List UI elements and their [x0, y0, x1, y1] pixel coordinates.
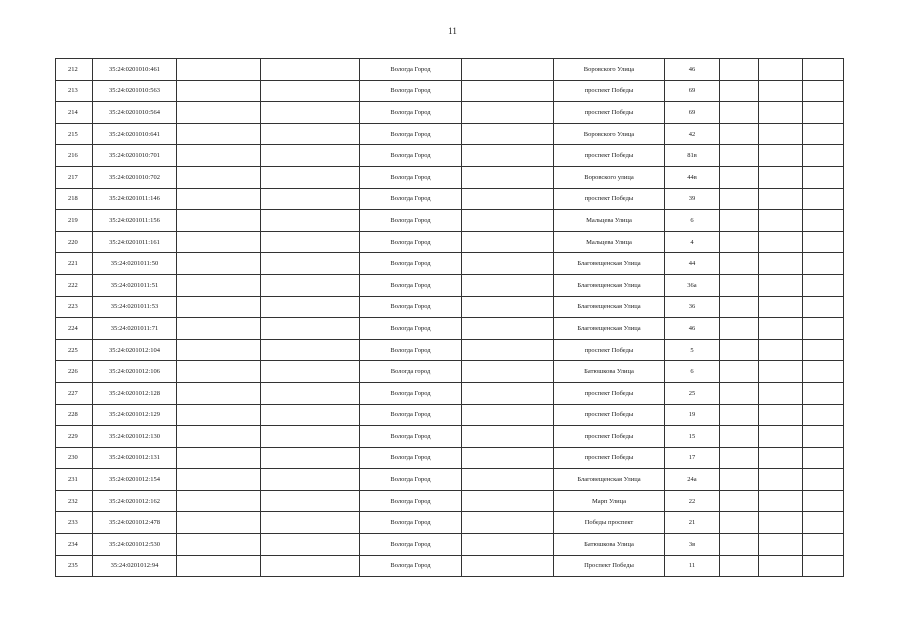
street-cell: Батюшкова Улица [554, 361, 665, 383]
cadastral-number-cell: 35:24:0201011:53 [93, 296, 177, 318]
empty-cell [261, 534, 360, 556]
empty-cell [261, 404, 360, 426]
house-number-cell: 44в [665, 166, 720, 188]
empty-cell [720, 318, 759, 340]
empty-cell [720, 534, 759, 556]
table-row [56, 339, 844, 361]
cadastral-number-cell: 35:24:0201012:131 [93, 447, 177, 469]
table-row [56, 253, 844, 275]
empty-cell [462, 80, 554, 102]
house-number-cell: 15 [665, 426, 720, 448]
house-number-cell: 36 [665, 296, 720, 318]
table-row [56, 188, 844, 210]
cadastral-number-cell: 35:24:0201010:641 [93, 123, 177, 145]
empty-cell [803, 382, 844, 404]
street-cell: Благовещенская Улица [554, 296, 665, 318]
empty-cell [177, 80, 261, 102]
cadastral-number-cell: 35:24:0201010:461 [93, 59, 177, 81]
empty-cell [177, 145, 261, 167]
table-row [56, 102, 844, 124]
street-cell: Батюшкова Улица [554, 534, 665, 556]
house-number-cell: 42 [665, 123, 720, 145]
city-cell: Вологда Город [360, 534, 462, 556]
empty-cell [177, 59, 261, 81]
street-cell: Марп Улица [554, 490, 665, 512]
row-number-cell: 212 [56, 59, 93, 81]
empty-cell [720, 382, 759, 404]
empty-cell [462, 404, 554, 426]
empty-cell [261, 382, 360, 404]
city-cell: Вологда Город [360, 447, 462, 469]
empty-cell [462, 102, 554, 124]
row-number-cell: 233 [56, 512, 93, 534]
row-number-cell: 230 [56, 447, 93, 469]
empty-cell [462, 296, 554, 318]
empty-cell [462, 274, 554, 296]
row-number-cell: 218 [56, 188, 93, 210]
table-row [56, 123, 844, 145]
empty-cell [803, 534, 844, 556]
empty-cell [261, 426, 360, 448]
cadastral-number-cell: 35:24:0201012:94 [93, 555, 177, 577]
city-cell: Вологда Город [360, 210, 462, 232]
empty-cell [803, 145, 844, 167]
row-number-cell: 216 [56, 145, 93, 167]
table-row [56, 210, 844, 232]
street-cell: проспект Победы [554, 382, 665, 404]
row-number-cell: 220 [56, 231, 93, 253]
house-number-cell: 17 [665, 447, 720, 469]
table-row [56, 382, 844, 404]
empty-cell [261, 555, 360, 577]
page-number: 11 [448, 26, 457, 36]
cadastral-number-cell: 35:24:0201011:146 [93, 188, 177, 210]
empty-cell [759, 166, 803, 188]
row-number-cell: 225 [56, 339, 93, 361]
empty-cell [177, 512, 261, 534]
empty-cell [803, 123, 844, 145]
empty-cell [261, 339, 360, 361]
city-cell: Вологда Город [360, 555, 462, 577]
empty-cell [177, 318, 261, 340]
table-row [56, 469, 844, 491]
empty-cell [177, 339, 261, 361]
registry-table [55, 58, 844, 577]
empty-cell [720, 123, 759, 145]
empty-cell [759, 231, 803, 253]
empty-cell [759, 59, 803, 81]
empty-cell [261, 166, 360, 188]
empty-cell [177, 534, 261, 556]
empty-cell [759, 102, 803, 124]
empty-cell [462, 339, 554, 361]
empty-cell [261, 102, 360, 124]
empty-cell [177, 274, 261, 296]
city-cell: Вологда Город [360, 296, 462, 318]
empty-cell [462, 166, 554, 188]
city-cell: Вологда Город [360, 426, 462, 448]
cadastral-number-cell: 35:24:0201011:161 [93, 231, 177, 253]
empty-cell [720, 80, 759, 102]
house-number-cell: 69 [665, 80, 720, 102]
city-cell: Вологда Город [360, 274, 462, 296]
empty-cell [177, 447, 261, 469]
row-number-cell: 221 [56, 253, 93, 275]
cadastral-number-cell: 35:24:0201012:162 [93, 490, 177, 512]
empty-cell [462, 188, 554, 210]
house-number-cell: 3в [665, 534, 720, 556]
house-number-cell: 81в [665, 145, 720, 167]
empty-cell [803, 80, 844, 102]
empty-cell [177, 102, 261, 124]
empty-cell [177, 210, 261, 232]
empty-cell [803, 512, 844, 534]
cadastral-number-cell: 35:24:0201012:129 [93, 404, 177, 426]
empty-cell [759, 555, 803, 577]
empty-cell [759, 296, 803, 318]
empty-cell [759, 490, 803, 512]
house-number-cell: 5 [665, 339, 720, 361]
empty-cell [720, 339, 759, 361]
empty-cell [720, 145, 759, 167]
empty-cell [759, 210, 803, 232]
street-cell: Воровского улица [554, 166, 665, 188]
empty-cell [759, 80, 803, 102]
empty-cell [759, 253, 803, 275]
row-number-cell: 215 [56, 123, 93, 145]
empty-cell [759, 123, 803, 145]
row-number-cell: 231 [56, 469, 93, 491]
row-number-cell: 234 [56, 534, 93, 556]
house-number-cell: 21 [665, 512, 720, 534]
empty-cell [803, 102, 844, 124]
empty-cell [720, 102, 759, 124]
table-row [56, 447, 844, 469]
empty-cell [261, 210, 360, 232]
empty-cell [803, 253, 844, 275]
empty-cell [803, 210, 844, 232]
empty-cell [759, 469, 803, 491]
table-row [56, 80, 844, 102]
street-cell: Благовещенская Улица [554, 274, 665, 296]
empty-cell [720, 469, 759, 491]
city-cell: Вологда Город [360, 339, 462, 361]
street-cell: проспект Победы [554, 188, 665, 210]
empty-cell [462, 318, 554, 340]
empty-cell [803, 469, 844, 491]
street-cell: Благовещенская Улица [554, 253, 665, 275]
empty-cell [759, 361, 803, 383]
empty-cell [759, 404, 803, 426]
table-row [56, 231, 844, 253]
city-cell: Вологда Город [360, 123, 462, 145]
empty-cell [261, 188, 360, 210]
table-row [56, 404, 844, 426]
empty-cell [759, 534, 803, 556]
table-row [56, 166, 844, 188]
street-cell: проспект Победы [554, 404, 665, 426]
cadastral-number-cell: 35:24:0201010:564 [93, 102, 177, 124]
empty-cell [177, 490, 261, 512]
city-cell: Вологда Город [360, 253, 462, 275]
row-number-cell: 226 [56, 361, 93, 383]
table-row [56, 512, 844, 534]
empty-cell [720, 274, 759, 296]
row-number-cell: 227 [56, 382, 93, 404]
street-cell: Победы проспект [554, 512, 665, 534]
empty-cell [261, 274, 360, 296]
empty-cell [261, 296, 360, 318]
street-cell: проспект Победы [554, 102, 665, 124]
empty-cell [177, 296, 261, 318]
street-cell: Благовещенская Улица [554, 469, 665, 491]
street-cell: проспект Победы [554, 145, 665, 167]
empty-cell [462, 382, 554, 404]
empty-cell [462, 534, 554, 556]
empty-cell [177, 361, 261, 383]
empty-cell [261, 447, 360, 469]
empty-cell [462, 231, 554, 253]
row-number-cell: 214 [56, 102, 93, 124]
house-number-cell: 22 [665, 490, 720, 512]
empty-cell [803, 188, 844, 210]
house-number-cell: 46 [665, 318, 720, 340]
street-cell: Мальцева Улица [554, 231, 665, 253]
empty-cell [803, 59, 844, 81]
house-number-cell: 6 [665, 361, 720, 383]
house-number-cell: 44 [665, 253, 720, 275]
empty-cell [177, 469, 261, 491]
empty-cell [261, 469, 360, 491]
empty-cell [177, 166, 261, 188]
row-number-cell: 222 [56, 274, 93, 296]
cadastral-number-cell: 35:24:0201012:128 [93, 382, 177, 404]
empty-cell [261, 512, 360, 534]
cadastral-number-cell: 35:24:0201010:701 [93, 145, 177, 167]
empty-cell [261, 490, 360, 512]
empty-cell [261, 318, 360, 340]
empty-cell [759, 512, 803, 534]
house-number-cell: 24а [665, 469, 720, 491]
table-row [56, 534, 844, 556]
empty-cell [759, 426, 803, 448]
empty-cell [177, 555, 261, 577]
empty-cell [177, 426, 261, 448]
empty-cell [803, 490, 844, 512]
registry-table-body [56, 59, 844, 577]
empty-cell [177, 382, 261, 404]
city-cell: Вологда Город [360, 318, 462, 340]
city-cell: Вологда Город [360, 512, 462, 534]
empty-cell [462, 361, 554, 383]
empty-cell [261, 253, 360, 275]
empty-cell [261, 123, 360, 145]
street-cell: проспект Победы [554, 339, 665, 361]
empty-cell [462, 555, 554, 577]
cadastral-number-cell: 35:24:0201012:154 [93, 469, 177, 491]
table-row [56, 296, 844, 318]
empty-cell [720, 490, 759, 512]
empty-cell [261, 80, 360, 102]
city-cell: Вологда Город [360, 231, 462, 253]
empty-cell [462, 59, 554, 81]
table-row [56, 59, 844, 81]
empty-cell [462, 210, 554, 232]
empty-cell [720, 188, 759, 210]
table-row [56, 318, 844, 340]
cadastral-number-cell: 35:24:0201011:156 [93, 210, 177, 232]
empty-cell [720, 59, 759, 81]
empty-cell [720, 210, 759, 232]
empty-cell [803, 361, 844, 383]
cadastral-number-cell: 35:24:0201011:51 [93, 274, 177, 296]
cadastral-number-cell: 35:24:0201010:563 [93, 80, 177, 102]
row-number-cell: 232 [56, 490, 93, 512]
street-cell: Благовещенская Улица [554, 318, 665, 340]
row-number-cell: 235 [56, 555, 93, 577]
row-number-cell: 217 [56, 166, 93, 188]
street-cell: Мальцева Улица [554, 210, 665, 232]
table-row [56, 490, 844, 512]
cadastral-number-cell: 35:24:0201011:50 [93, 253, 177, 275]
empty-cell [261, 361, 360, 383]
cadastral-number-cell: 35:24:0201012:130 [93, 426, 177, 448]
row-number-cell: 223 [56, 296, 93, 318]
city-cell: Вологда Город [360, 166, 462, 188]
empty-cell [803, 166, 844, 188]
cadastral-number-cell: 35:24:0201010:702 [93, 166, 177, 188]
empty-cell [462, 469, 554, 491]
city-cell: Вологда Город [360, 102, 462, 124]
city-cell: Вологда Город [360, 490, 462, 512]
row-number-cell: 213 [56, 80, 93, 102]
house-number-cell: 19 [665, 404, 720, 426]
empty-cell [177, 404, 261, 426]
house-number-cell: 25 [665, 382, 720, 404]
house-number-cell: 11 [665, 555, 720, 577]
cadastral-number-cell: 35:24:0201012:530 [93, 534, 177, 556]
cadastral-number-cell: 35:24:0201012:104 [93, 339, 177, 361]
empty-cell [803, 426, 844, 448]
street-cell: Проспект Победы [554, 555, 665, 577]
city-cell: Вологда Город [360, 80, 462, 102]
street-cell: проспект Победы [554, 80, 665, 102]
table-row [56, 555, 844, 577]
street-cell: проспект Победы [554, 426, 665, 448]
empty-cell [261, 145, 360, 167]
empty-cell [462, 447, 554, 469]
empty-cell [177, 123, 261, 145]
empty-cell [720, 404, 759, 426]
empty-cell [462, 253, 554, 275]
empty-cell [462, 490, 554, 512]
table-row [56, 145, 844, 167]
empty-cell [803, 447, 844, 469]
house-number-cell: 6 [665, 210, 720, 232]
empty-cell [462, 145, 554, 167]
city-cell: Вологда город [360, 361, 462, 383]
city-cell: Вологда Город [360, 469, 462, 491]
empty-cell [759, 318, 803, 340]
row-number-cell: 228 [56, 404, 93, 426]
empty-cell [720, 253, 759, 275]
empty-cell [759, 339, 803, 361]
cadastral-number-cell: 35:24:0201012:106 [93, 361, 177, 383]
empty-cell [803, 296, 844, 318]
empty-cell [759, 145, 803, 167]
empty-cell [720, 447, 759, 469]
empty-cell [720, 296, 759, 318]
empty-cell [759, 382, 803, 404]
empty-cell [803, 339, 844, 361]
empty-cell [759, 447, 803, 469]
city-cell: Вологда Город [360, 188, 462, 210]
empty-cell [177, 253, 261, 275]
house-number-cell: 36а [665, 274, 720, 296]
row-number-cell: 229 [56, 426, 93, 448]
empty-cell [720, 426, 759, 448]
cadastral-number-cell: 35:24:0201011:71 [93, 318, 177, 340]
empty-cell [177, 231, 261, 253]
street-cell: проспект Победы [554, 447, 665, 469]
empty-cell [462, 123, 554, 145]
empty-cell [720, 166, 759, 188]
empty-cell [462, 512, 554, 534]
empty-cell [803, 318, 844, 340]
empty-cell [803, 555, 844, 577]
table-row [56, 274, 844, 296]
city-cell: Вологда Город [360, 404, 462, 426]
cadastral-number-cell: 35:24:0201012:478 [93, 512, 177, 534]
empty-cell [720, 512, 759, 534]
empty-cell [759, 274, 803, 296]
street-cell: Воровского Улица [554, 123, 665, 145]
house-number-cell: 69 [665, 102, 720, 124]
empty-cell [261, 231, 360, 253]
city-cell: Вологда Город [360, 382, 462, 404]
city-cell: Вологда Город [360, 145, 462, 167]
house-number-cell: 39 [665, 188, 720, 210]
empty-cell [720, 555, 759, 577]
empty-cell [803, 274, 844, 296]
empty-cell [177, 188, 261, 210]
row-number-cell: 224 [56, 318, 93, 340]
street-cell: Воровского Улица [554, 59, 665, 81]
empty-cell [720, 361, 759, 383]
empty-cell [759, 188, 803, 210]
house-number-cell: 4 [665, 231, 720, 253]
empty-cell [720, 231, 759, 253]
row-number-cell: 219 [56, 210, 93, 232]
table-row [56, 426, 844, 448]
city-cell: Вологда Город [360, 59, 462, 81]
empty-cell [261, 59, 360, 81]
empty-cell [803, 404, 844, 426]
house-number-cell: 46 [665, 59, 720, 81]
empty-cell [803, 231, 844, 253]
empty-cell [462, 426, 554, 448]
table-row [56, 361, 844, 383]
